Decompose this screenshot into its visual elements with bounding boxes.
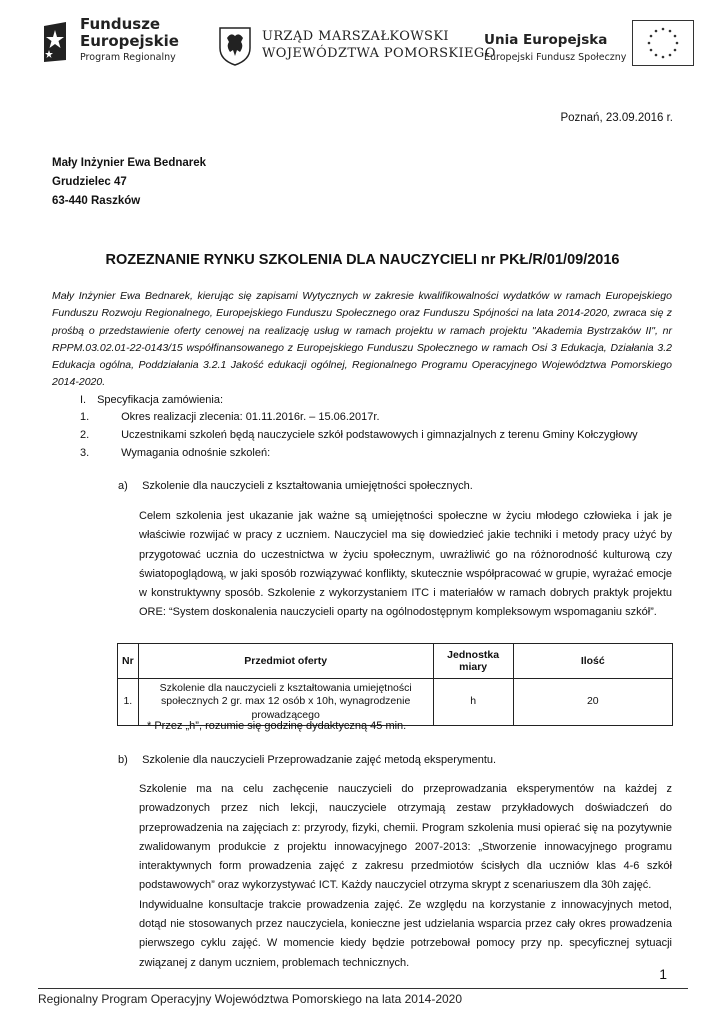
subsection-b-heading (118, 754, 496, 766)
pomorskie-crest-icon (218, 26, 252, 66)
subsection-number: b) (118, 754, 128, 766)
address-line: Grudzielec 47 (52, 176, 127, 188)
fe-logo-line3: Program Regionalny (80, 52, 176, 63)
subsection-b-paragraph: Indywidualne konsultacje trakcie prowadzenia zajęć. Ze względu na korzystanie z innowacyjnych metod, dotąd nie stosowanych przez nauczyciela, konieczne jest udzielania wsparcia przez cały okres prowadzenia pierwszego cyklu zajęć. W momencie kiedy będzie potrzebował pomocy przy np. specyficznej sytuacji związanej z danym uczniem, problemach technicznych. (139, 898, 672, 969)
section-number: I. (80, 394, 87, 406)
footer-divider (38, 988, 688, 989)
table-cell: 20 (513, 679, 672, 726)
fe-logo-line1: Fundusze (80, 15, 161, 33)
subsection-title: Szkolenie dla nauczycieli z kształtowania umiejętności społecznych. (142, 480, 473, 492)
table-header-cell: Przedmiot oferty (138, 644, 433, 679)
um-logo-line2: WOJEWÓDZTWA POMORSKIEGO (262, 46, 496, 61)
ue-logo-line1: Unia Europejska (484, 32, 608, 48)
document-title: ROZEZNANIE RYNKU SZKOLENIA DLA NAUCZYCIELI nr PKŁ/R/01/09/2016 (105, 252, 620, 268)
table-cell: Szkolenie dla nauczycieli z kształtowania umiejętności społecznych 2 gr. max 12 osób x 10h, wynagrodzenie prowadzącego (138, 679, 433, 726)
ue-logo-line2: Europejski Fundusz Społeczny (484, 52, 627, 63)
subsection-a-heading (118, 480, 473, 492)
subsection-number: a) (118, 480, 128, 492)
table-cell: h (433, 679, 513, 726)
table-header-cell: Jednostka miary (433, 644, 513, 679)
subsection-title: Szkolenie dla nauczycieli Przeprowadzanie zajęć metodą eksperymentu. (142, 754, 497, 766)
list-item-text: Okres realizacji zlecenia: 01.11.2016r. – 15.06.2017r. (121, 411, 380, 423)
list-item (80, 447, 270, 459)
list-item-number: 3. (80, 447, 90, 459)
section-heading (80, 394, 223, 406)
offer-table (117, 643, 673, 726)
subsection-b-paragraph: Szkolenie ma na celu zachęcenie nauczycieli do przeprowadzania eksperymentów na każdej z prowadzonych przez nich lekcji, nauczyciele otrzymają zestaw przykładowych doświadczeń do przeprowadzenia na zajęciach z: przyrody, fizyki, chemii. Program szkolenia musi opierać się na pozytywnie zwalidowanym produkcie z projektu innowacyjnego 2007-2013: „Stworzenie innowacyjnego programu interaktywnych form prowadzenia zajęć z zakresu przedmiotów ścisłych dla uczniów klas 4-6 szkół podstawowych” oraz wykorzystywać ICT. Każdy nauczyciel otrzyma skrypt z scenariuszem dla 30h zajęć. (139, 783, 672, 892)
document-date: Poznań, 23.09.2016 r. (560, 112, 673, 124)
address-line: Mały Inżynier Ewa Bednarek (52, 157, 207, 169)
unia-europejska-logo (484, 32, 626, 63)
page-footer: Regionalny Program Operacyjny Województwa Pomorskiego na lata 2014-2020 (38, 992, 463, 1006)
list-item (80, 411, 380, 423)
list-item-number: 1. (80, 411, 90, 423)
section-label: Specyfikacja zamówienia: (97, 394, 224, 406)
list-item (80, 429, 638, 441)
eu-flag-icon (632, 20, 694, 66)
fe-logo-line2: Europejskie (80, 32, 179, 50)
um-logo-line1: URZĄD MARSZAŁKOWSKI (262, 29, 449, 44)
table-header-cell: Ilość (513, 644, 672, 679)
fundusze-europejskie-star-icon (40, 20, 70, 64)
table-header-cell: Nr (118, 644, 139, 679)
page-number: 1 (659, 966, 667, 982)
urzad-marszalkowski-logo (262, 28, 496, 62)
list-item-text: Wymagania odnośnie szkoleń: (121, 447, 271, 459)
list-item-number: 2. (80, 429, 90, 441)
table-cell: 1. (118, 679, 139, 726)
list-item-text: Uczestnikami szkoleń będą nauczyciele szkół podstawowych i gimnazjalnych z terenu Gminy Kołczygłowy (121, 429, 638, 441)
table-footnote: * Przez „h”, rozumie się godzinę dydaktyczną 45 min. (147, 720, 407, 732)
intro-paragraph: Mały Inżynier Ewa Bednarek, kierując się zapisami Wytycznych w zakresie kwalifikowalności wydatków w ramach Europejskiego Funduszu Rozwoju Regionalnego, Europejskiego Funduszu Społecznego oraz Funduszu Spójności na lata 2014-2020, zwraca się z prośbą o przedstawienie oferty cenowej na realizację usług w ramach projektu w ramach projektu "Akademia Bystrzaków II", nr RPPM.03.02.01-22-0143/15 współfinansowanego z Europejskiego Funduszu Społecznego w ramach Osi 3 Edukacja, Działania 3.2 Edukacja ogólna, Poddziałania 3.2.1 Jakość edukacji ogólnej, Regionalnego Programu Operacyjnego Województwa Pomorskiego 2014-2020. (52, 290, 672, 389)
subsection-a-body: Celem szkolenia jest ukazanie jak ważne są umiejętności społeczne w życiu młodego człowieka i jak je właściwie rozwijać w pracy z uczniem. Nauczyciel ma się dowiedzieć jakie techniki i metody pracy użyć by przygotować ucznia do uczestnictwa w życiu społecznym, uwrażliwić go na różnorodność kulturową czy światopoglądową, w jaki sposób rozwiązywać konflikty, skutecznie współpracować w grupie, wyrażać emocje w konstruktywny sposób. Szkolenie z wykorzystaniem ITC i materiałów w ramach dobrych praktyk projektu ORE: “System doskonalenia nauczycieli oparty na ogólnodostępnym kompleksowym wspomaganiu szkół”. (139, 510, 672, 619)
document-header (0, 0, 725, 90)
address-line: 63-440 Raszków (52, 195, 141, 207)
fundusze-europejskie-logo (40, 16, 190, 76)
sender-address (52, 154, 206, 211)
table-header-row (118, 644, 673, 679)
table-row (118, 679, 673, 726)
subsection-b-body (139, 780, 672, 973)
